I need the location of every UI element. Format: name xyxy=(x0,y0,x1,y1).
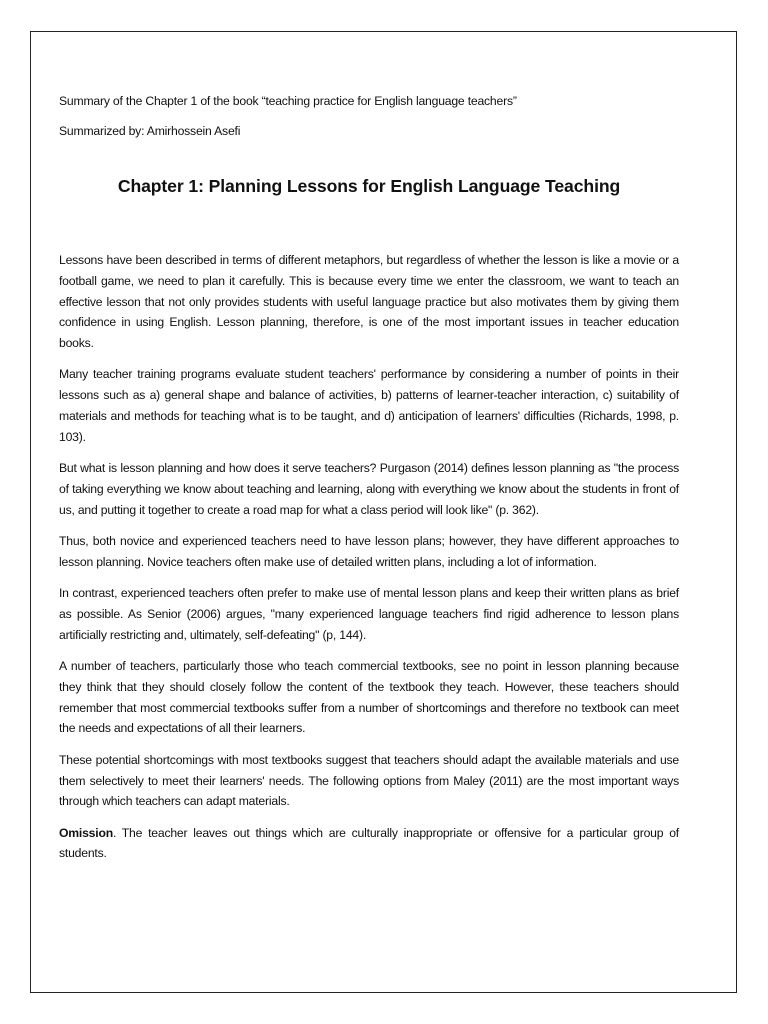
paragraph-intro: Lessons have been described in terms of different metaphors, but regardless of whether the lesson is like a movie or a football game, we need to plan it carefully. This is because every time we enter the classroom, we want to teach an effective lesson that not only provides students with useful language practice but also motivates them by giving them confidence in using English. Lesson planning, therefore, is one of the most important issues in teacher education books. xyxy=(59,253,679,351)
paragraph-omission xyxy=(59,823,679,865)
paragraph-evaluation: Many teacher training programs evaluate student teachers' performance by considering a number of points in their lessons such as a) general shape and balance of activities, b) patterns of learner-teacher interaction, c) suitability of materials and methods for teaching what is to be taught, and d) anticipation of learners' difficulties (Richards, 1998, p. 103). xyxy=(59,367,679,444)
summarized-by-line: Summarized by: Amirhossein Asefi xyxy=(59,124,241,138)
paragraph-definition: But what is lesson planning and how does it serve teachers? Purgason (2014) defines lesson planning as "the process of taking everything we know about teaching and learning, along with everything we know about the students in front of us, and putting it together to create a road map for what a class period will look like" (p. 362). xyxy=(59,461,679,517)
document-content xyxy=(59,93,679,875)
chapter-title: Chapter 1: Planning Lessons for English Language Teaching xyxy=(117,176,621,196)
paragraph-experienced: In contrast, experienced teachers often prefer to make use of mental lesson plans and keep their written plans as brief as possible. As Senior (2006) argues, "many experienced language teachers find rigid adherence to lesson plans artificially restricting and, ultimately, self-defeating" (p, 144). xyxy=(59,586,679,642)
paragraph-textbooks: A number of teachers, particularly those who teach commercial textbooks, see no point in lesson planning because they think that they should closely follow the content of the textbook they teach. However, these teachers should remember that most commercial textbooks suffer from a number of shortcomings and therefore no textbook can meet the needs and expectations of all their learners. xyxy=(59,659,679,736)
summary-line: Summary of the Chapter 1 of the book “teaching practice for English language teachers” xyxy=(59,94,517,108)
omission-term: Omission xyxy=(59,825,113,840)
paragraph-novice: Thus, both novice and experienced teachers need to have lesson plans; however, they have different approaches to lesson planning. Novice teachers often make use of detailed written plans, including a lot of information. xyxy=(59,534,679,569)
body-text xyxy=(59,250,679,864)
paragraph-adapt: These potential shortcomings with most textbooks suggest that teachers should adapt the available materials and use them selectively to meet their learners' needs. The following options from Maley (2011) are the most important ways through which teachers can adapt materials. xyxy=(59,752,679,809)
omission-text: . The teacher leaves out things which are culturally inappropriate or offensive for a particular group of students. xyxy=(59,825,679,861)
